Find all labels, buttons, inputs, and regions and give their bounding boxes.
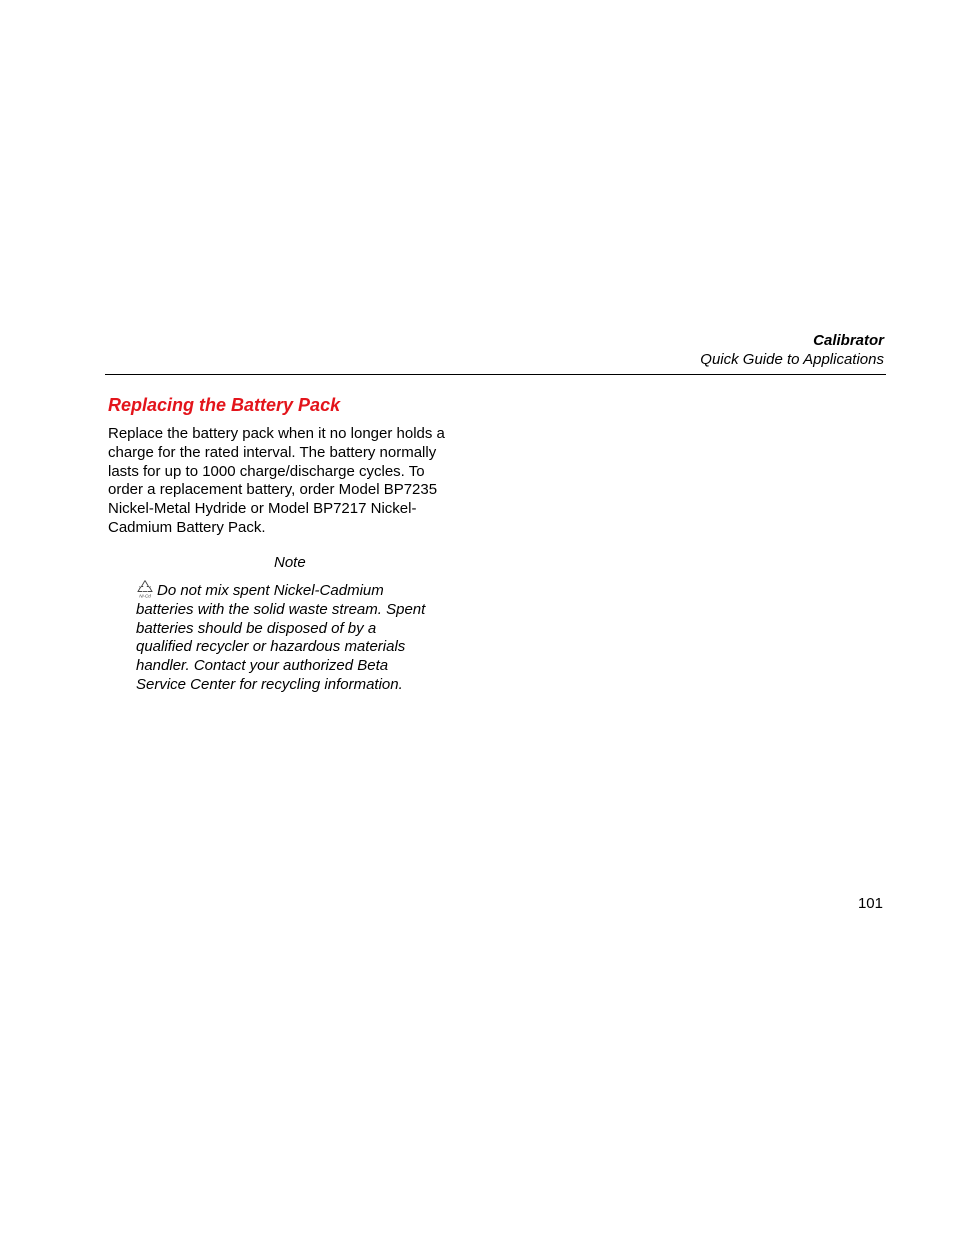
note-text (136, 579, 466, 695)
note-line: Service Center for recycling information. (136, 675, 403, 693)
header-subtitle: Quick Guide to Applications (700, 351, 884, 368)
body-line: order a replacement battery, order Model BP7235 (108, 481, 438, 499)
note-line (136, 579, 466, 601)
running-header (700, 331, 884, 369)
body-paragraph (108, 425, 468, 538)
header-title: Calibrator (813, 332, 884, 349)
recycle-icon (136, 579, 154, 599)
note-line: qualified recycler or hazardous materials (136, 638, 406, 656)
body-line: charge for the rated interval. The battery normally (108, 443, 437, 461)
body-line: Cadmium Battery Pack. (108, 518, 266, 536)
page-number: 101 (857, 895, 883, 912)
body-line: Nickel-Metal Hydride or Model BP7217 Nickel- (108, 500, 417, 518)
note-line: handler. Contact your authorized Beta (136, 657, 389, 675)
note-label: Note (274, 554, 306, 571)
note-line: batteries should be disposed of by a (136, 619, 377, 637)
section-heading: Replacing the Battery Pack (108, 395, 341, 415)
header-divider (105, 374, 886, 375)
body-line: Replace the battery pack when it no longer holds a (108, 425, 445, 442)
recycle-icon-label: Ni-Cd (139, 593, 151, 599)
body-line: lasts for up to 1000 charge/discharge cycles. To (108, 462, 425, 480)
note-line: batteries with the solid waste stream. Spent (136, 600, 426, 618)
note-line-text: Do not mix spent Nickel-Cadmium (157, 582, 384, 599)
